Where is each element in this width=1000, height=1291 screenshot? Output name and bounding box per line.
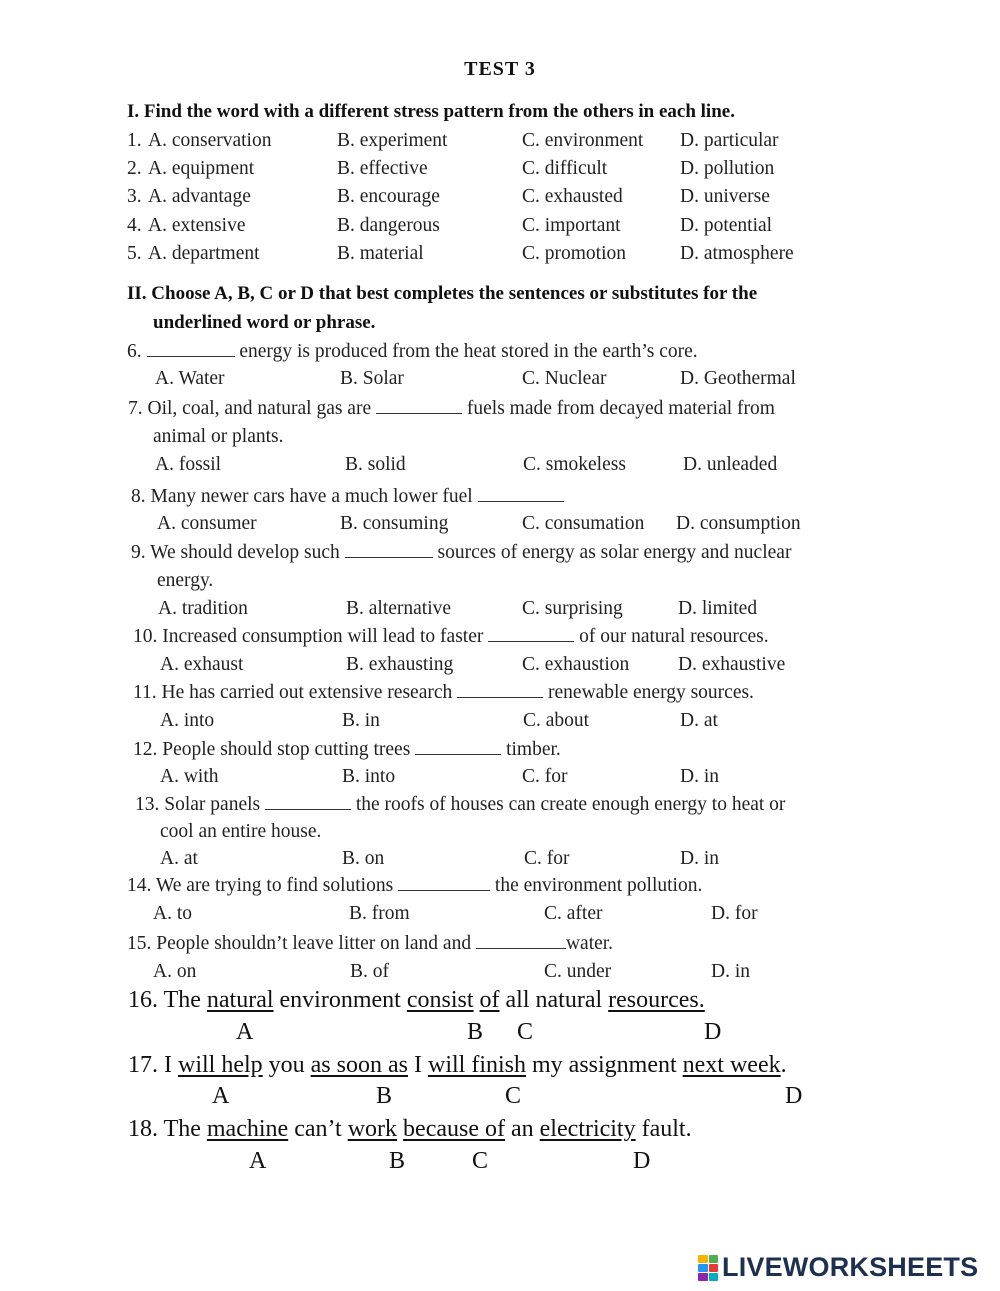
- liveworksheets-logo-text: LIVEWORKSHEETS: [722, 1252, 979, 1282]
- q18-label-d: D: [633, 1148, 651, 1174]
- q7-option-a: A. fossil: [155, 454, 222, 475]
- q9-stem-continued: energy.: [157, 570, 214, 591]
- q11-blank[interactable]: [457, 681, 543, 698]
- q5-option-a: A. department: [148, 243, 260, 264]
- q14-stem-start: 14. We are trying to find solutions: [127, 875, 394, 896]
- q5-option-d: D. atmosphere: [680, 243, 794, 264]
- q17-text-2: I: [413, 1052, 422, 1078]
- q14-option-b: B. from: [349, 903, 410, 924]
- q4-option-b: B. dangerous: [337, 215, 440, 236]
- q9-stem-start: 9. We should develop such: [131, 542, 340, 563]
- q12-stem-start: 12. People should stop cutting trees: [133, 739, 411, 760]
- q16-text-2: all natural: [505, 987, 603, 1013]
- q10-stem-start: 10. Increased consumption will lead to faster: [133, 626, 484, 647]
- q12-option-b: B. into: [342, 766, 396, 787]
- q2-option-c: C. difficult: [522, 158, 608, 179]
- q13-stem-continued: cool an entire house.: [160, 821, 322, 842]
- q6-option-a: A. Water: [155, 368, 225, 389]
- q4-option-c: C. important: [522, 215, 621, 236]
- q16-part-d[interactable]: resources.: [608, 987, 705, 1013]
- q18-sentence: [128, 1116, 692, 1143]
- q17-text-1: you: [268, 1052, 305, 1078]
- q3-option-b: B. encourage: [337, 186, 440, 207]
- q4-num: 4.: [127, 215, 142, 236]
- q3-num: 3.: [127, 186, 142, 207]
- q11-option-a: A. into: [160, 710, 215, 731]
- q2-num: 2.: [127, 158, 142, 179]
- q13-option-d: D. in: [680, 848, 719, 869]
- q7-stem-continued: animal or plants.: [153, 426, 284, 447]
- q9-option-a: A. tradition: [158, 598, 248, 619]
- q10-stem: [133, 625, 769, 648]
- q11-stem-end: renewable energy sources.: [548, 682, 754, 703]
- q18-part-b[interactable]: work: [347, 1116, 398, 1142]
- q12-option-c: C. for: [522, 766, 568, 787]
- q14-option-d: D. for: [711, 903, 758, 924]
- q7-option-d: D. unleaded: [683, 454, 778, 475]
- q10-option-a: A. exhaust: [160, 654, 244, 675]
- q7-option-c: C. smokeless: [523, 454, 626, 475]
- q5-option-b: B. material: [337, 243, 424, 264]
- q2-option-d: D. pollution: [680, 158, 775, 179]
- q10-option-d: D. exhaustive: [678, 654, 786, 675]
- q16-label-a: A: [236, 1019, 254, 1045]
- q17-part-c[interactable]: will finish: [427, 1052, 526, 1078]
- q16-sentence: [128, 987, 705, 1014]
- q10-stem-end: of our natural resources.: [579, 626, 769, 647]
- q5-num: 5.: [127, 243, 142, 264]
- q14-stem-end: the environment pollution.: [494, 875, 703, 896]
- q17-number: 17. I: [128, 1052, 172, 1078]
- q8-blank[interactable]: [478, 485, 564, 502]
- q13-stem-end: the roofs of houses can create enough energy to heat or: [355, 794, 786, 815]
- q8-option-c: C. consumation: [522, 513, 645, 534]
- q17-sentence: [128, 1052, 787, 1079]
- q9-blank[interactable]: [345, 541, 433, 558]
- q18-label-a: A: [249, 1148, 267, 1174]
- q17-label-d: D: [785, 1083, 803, 1109]
- q18-label-c: C: [472, 1148, 489, 1174]
- q8-option-a: A. consumer: [157, 513, 257, 534]
- q18-text-2: an: [511, 1116, 534, 1142]
- q1-option-c: C. environment: [522, 130, 644, 151]
- q11-option-b: B. in: [342, 710, 380, 731]
- q10-option-c: C. exhaustion: [522, 654, 630, 675]
- q7-stem: [128, 397, 775, 420]
- q6-option-b: B. Solar: [340, 368, 404, 389]
- q6-option-d: D. Geothermal: [680, 368, 796, 389]
- q8-stem-text: 8. Many newer cars have a much lower fuel: [131, 486, 473, 507]
- q4-option-d: D. potential: [680, 215, 773, 236]
- q15-stem-start: 15. People shouldn’t leave litter on land and: [127, 933, 472, 954]
- q9-option-b: B. alternative: [346, 598, 452, 619]
- q8-option-b: B. consuming: [340, 513, 449, 534]
- q18-text-3: fault.: [641, 1116, 692, 1142]
- q1-num: 1.: [127, 130, 142, 151]
- q7-blank[interactable]: [376, 397, 462, 414]
- q15-option-c: C. under: [544, 961, 612, 982]
- q6-option-c: C. Nuclear: [522, 368, 607, 389]
- q16-label-b: B: [467, 1019, 484, 1045]
- q7-option-b: B. solid: [345, 454, 406, 475]
- q3-option-a: A. advantage: [148, 186, 251, 207]
- q15-blank[interactable]: [476, 932, 566, 949]
- q15-option-a: A. on: [153, 961, 197, 982]
- q8-stem: [131, 485, 564, 508]
- liveworksheets-logo[interactable]: [698, 1252, 978, 1283]
- q18-label-b: B: [389, 1148, 406, 1174]
- q15-option-b: B. of: [350, 961, 389, 982]
- q16-label-d: D: [704, 1019, 722, 1045]
- q10-blank[interactable]: [488, 625, 574, 642]
- q17-text-3: my assignment: [532, 1052, 677, 1078]
- section-2-heading-line2: underlined word or phrase.: [153, 312, 376, 333]
- q4-option-a: A. extensive: [148, 215, 246, 236]
- q6-blank[interactable]: [147, 340, 235, 357]
- q18-part-a[interactable]: machine: [206, 1116, 289, 1142]
- page-title: TEST 3: [464, 58, 536, 80]
- q17-part-a[interactable]: will help: [178, 1052, 263, 1078]
- q16-text-1: environment: [279, 987, 401, 1013]
- q16-part-a[interactable]: natural: [206, 987, 274, 1013]
- q15-stem: [127, 932, 613, 955]
- q17-label-b: B: [376, 1083, 393, 1109]
- q9-option-c: C. surprising: [522, 598, 623, 619]
- q18-text-1: can’t: [294, 1116, 342, 1142]
- q9-stem: [131, 541, 791, 564]
- q13-option-b: B. on: [342, 848, 385, 869]
- q18-number: 18. The: [128, 1116, 201, 1142]
- q12-stem: [133, 738, 561, 761]
- q2-option-a: A. equipment: [148, 158, 255, 179]
- q6-stem: [127, 340, 698, 363]
- q10-option-b: B. exhausting: [346, 654, 454, 675]
- q11-stem: [133, 681, 754, 704]
- q7-stem-end: fuels made from decayed material from: [466, 398, 775, 419]
- q1-option-a: A. conservation: [148, 130, 272, 151]
- q12-option-d: D. in: [680, 766, 719, 787]
- q13-stem: [135, 793, 785, 816]
- q17-part-d[interactable]: next week: [682, 1052, 781, 1078]
- q13-option-c: C. for: [524, 848, 570, 869]
- q6-stem-text: energy is produced from the heat stored in the earth’s core.: [239, 341, 698, 362]
- q14-stem: [127, 874, 702, 897]
- q16-label-c: C: [517, 1019, 534, 1045]
- section-1-heading: I. Find the word with a different stress pattern from the others in each line.: [127, 101, 735, 122]
- q1-option-d: D. particular: [680, 130, 779, 151]
- q15-stem-end: water.: [565, 933, 614, 954]
- q3-option-d: D. universe: [680, 186, 770, 207]
- q6-number: 6.: [127, 341, 142, 362]
- q18-part-c[interactable]: because of: [403, 1116, 505, 1142]
- q15-option-d: D. in: [711, 961, 750, 982]
- q17-label-c: C: [505, 1083, 522, 1109]
- q5-option-c: C. promotion: [522, 243, 627, 264]
- q8-option-d: D. consumption: [676, 513, 801, 534]
- q13-blank[interactable]: [265, 793, 351, 810]
- q3-option-c: C. exhausted: [522, 186, 623, 207]
- q16-part-b[interactable]: consist: [406, 987, 474, 1013]
- q11-option-d: D. at: [680, 710, 718, 731]
- q14-blank[interactable]: [398, 874, 490, 891]
- q13-option-a: A. at: [160, 848, 198, 869]
- q11-stem-start: 11. He has carried out extensive research: [133, 682, 453, 703]
- q9-option-d: D. limited: [678, 598, 758, 619]
- q17-part-b[interactable]: as soon as: [310, 1052, 408, 1078]
- q12-stem-end: timber.: [506, 739, 561, 760]
- q12-option-a: A. with: [160, 766, 219, 787]
- q1-option-b: B. experiment: [337, 130, 448, 151]
- q2-option-b: B. effective: [337, 158, 428, 179]
- q17-end: .: [780, 1052, 787, 1078]
- q11-option-c: C. about: [523, 710, 590, 731]
- q9-stem-end: sources of energy as solar energy and nuclear: [437, 542, 792, 563]
- section-2-heading-line1: II. Choose A, B, C or D that best completes the sentences or substitutes for the: [127, 283, 758, 304]
- q14-option-a: A. to: [153, 903, 192, 924]
- liveworksheets-logo-icon: [698, 1255, 718, 1281]
- q17-label-a: A: [212, 1083, 230, 1109]
- q18-part-d[interactable]: electricity: [539, 1116, 636, 1142]
- q16-number: 16. The: [128, 987, 201, 1013]
- q7-stem-start: 7. Oil, coal, and natural gas are: [128, 398, 372, 419]
- q12-blank[interactable]: [415, 738, 501, 755]
- q13-stem-start: 13. Solar panels: [135, 794, 261, 815]
- q16-part-c[interactable]: of: [479, 987, 500, 1013]
- q14-option-c: C. after: [544, 903, 603, 924]
